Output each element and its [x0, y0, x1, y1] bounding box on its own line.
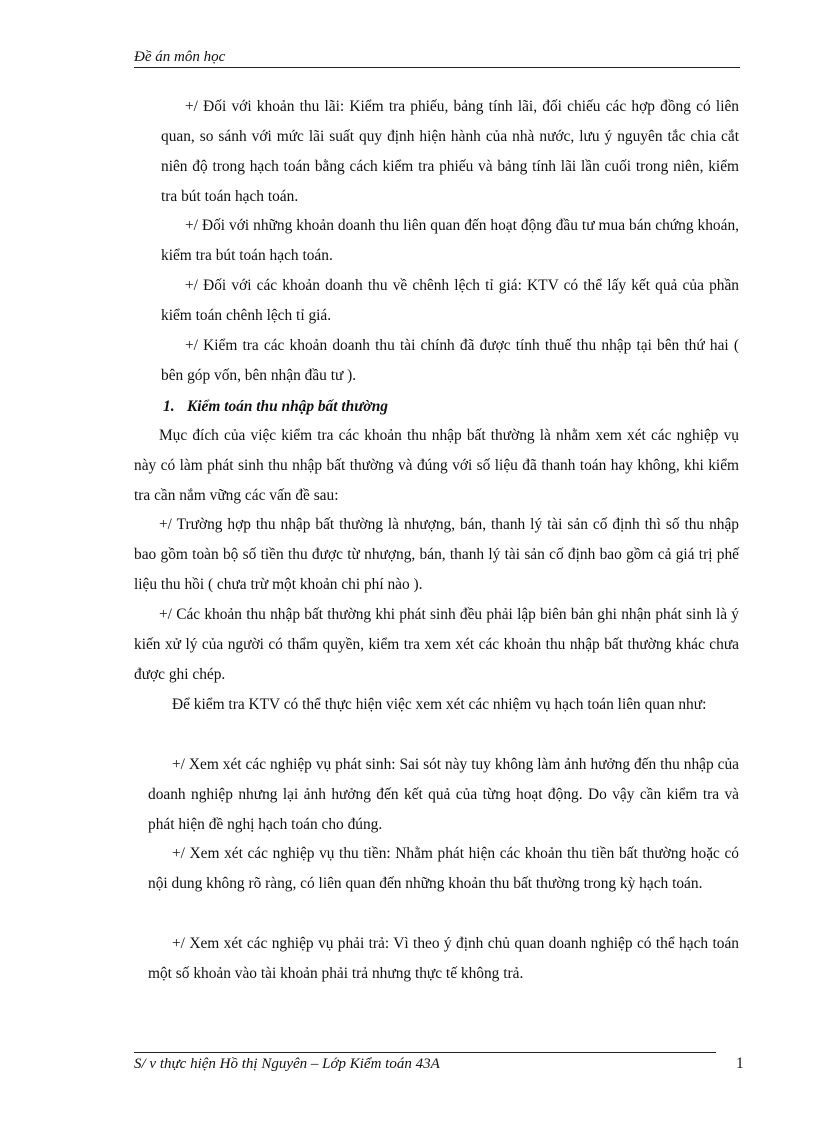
paragraph-interest-income: +/ Đối với khoản thu lãi: Kiểm tra phiếu, bảng tính lãi, đối chiếu các hợp đồng có liên quan, so sánh với mức lãi suất quy định hiện hành của nhà nước, lưu ý nguyên tắc chia cắt niên độ trong hạch toán bằng cách kiểm tra phiếu và bảng tính lãi lần cuối trong niên, kiểm tra bút toán hạch toán. [161, 98, 739, 205]
paragraph-arising-transactions: +/ Xem xét các nghiệp vụ phát sinh: Sai sót này tuy không làm ảnh hưởng đến thu nhập của doanh nghiệp nhưng lại ảnh hưởng đến kết quả của từng hoạt động. Do vậy cần kiểm tra và phát hiện đề nghị hạch toán cho đúng. [148, 756, 739, 833]
paragraph-minutes-record: +/ Các khoản thu nhập bất thường khi phát sinh đều phải lập biên bản ghi nhận phát sinh là ý kiến xử lý của người có thẩm quyền, kiểm tra xem xét các khoản thu nhập bất thường khác chưa được ghi chép. [134, 606, 739, 683]
paragraph-financial-revenue-tax: +/ Kiểm tra các khoản doanh thu tài chính đã được tính thuế thu nhập tại bên thứ hai ( bên góp vốn, bên nhận đầu tư ). [161, 337, 739, 384]
paragraph-payables: +/ Xem xét các nghiệp vụ phải trả: Vì theo ý định chủ quan doanh nghiệp có thể hạch toán một số khoản vào tài khoản phải trả nhưng thực tế không trả. [148, 935, 739, 982]
paragraph-securities-revenue: +/ Đối với những khoản doanh thu liên quan đến hoạt động đầu tư mua bán chứng khoán, kiểm tra bút toán hạch toán. [161, 217, 739, 264]
paragraph-cash-receipts: +/ Xem xét các nghiệp vụ thu tiền: Nhằm phát hiện các khoản thu tiền bất thường hoặc có nội dung không rõ ràng, có liên quan đến những khoản thu bất thường trong kỳ hạch toán. [148, 845, 739, 892]
page-footer-text: S/ v thực hiện Hồ thị Nguyên – Lớp Kiểm toán 43A [134, 1056, 440, 1072]
footer-divider [134, 1052, 716, 1053]
paragraph-exchange-rate-revenue: +/ Đối với các khoản doanh thu về chênh lệch tỉ giá: KTV có thể lấy kết quả của phần kiểm toán chênh lệch tỉ giá. [161, 277, 739, 324]
section-heading [163, 396, 388, 418]
section-number: 1. [163, 398, 175, 415]
paragraph-audit-tasks-intro: Để kiểm tra KTV có thể thực hiện việc xem xét các nhiệm vụ hạch toán liên quan như: [172, 696, 707, 713]
page-header-title: Đề án môn học [134, 49, 226, 65]
header-divider [134, 67, 740, 68]
paragraph-fixed-asset-disposal: +/ Trường hợp thu nhập bất thường là nhượng, bán, thanh lý tài sản cố định thì số thu nhập bao gồm toàn bộ số tiền thu được từ nhượng, bán, thanh lý tài sản cố định bao gồm cả giá trị phế liệu thu hồi ( chưa trừ một khoản chi phí nào ). [134, 516, 739, 593]
page-number: 1 [736, 1055, 744, 1072]
paragraph-purpose: Mục đích của việc kiểm tra các khoản thu nhập bất thường là nhằm xem xét các nghiệp vụ này có làm phát sinh thu nhập bất thường và đúng với số liệu đã thanh toán hay không, khi kiểm tra cần nắm vững các vấn đề sau: [134, 427, 739, 504]
section-title: Kiểm toán thu nhập bất thường [187, 398, 388, 415]
